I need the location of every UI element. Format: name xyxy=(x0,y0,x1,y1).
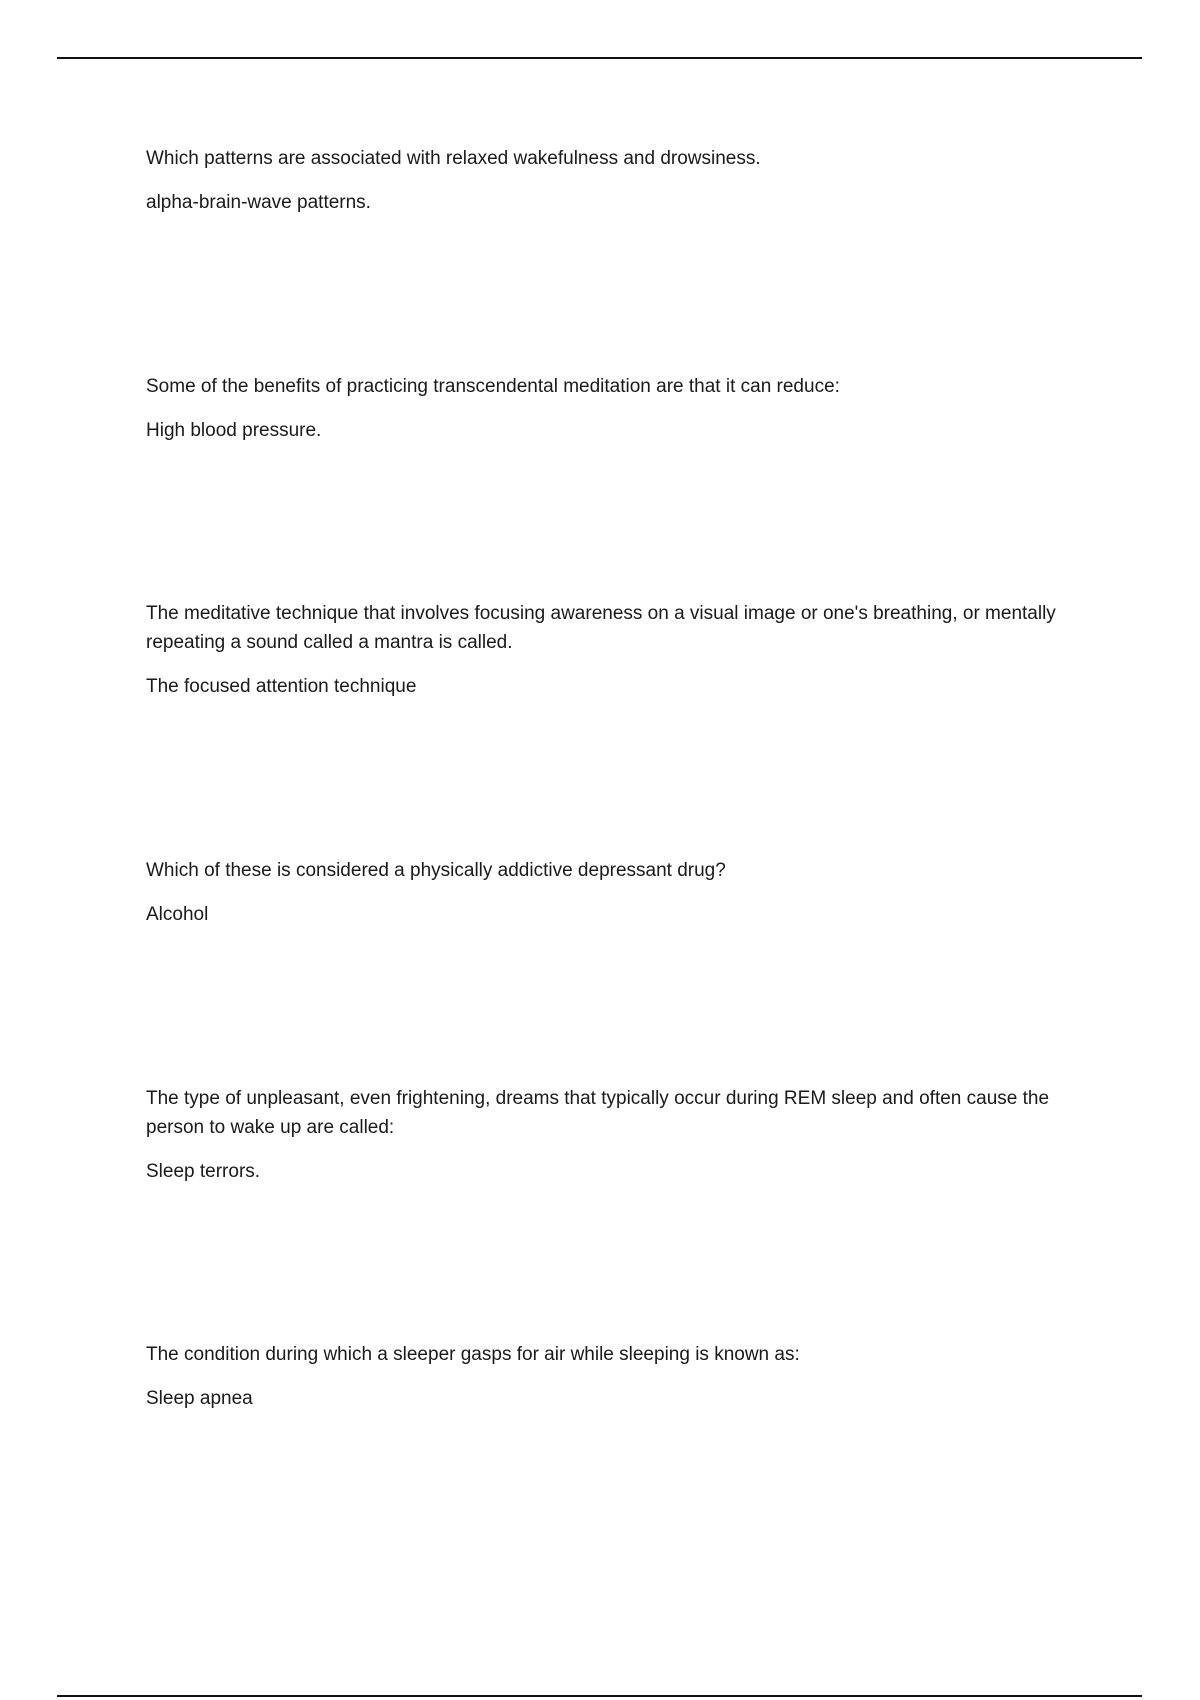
qa-item-3 xyxy=(146,599,1086,701)
question-text: Which of these is considered a physically addictive depressant drug? xyxy=(146,860,726,881)
question-text: The type of unpleasant, even frightening, dreams that typically occur during REM sleep and often cause the person to wake up are called: xyxy=(146,1088,1050,1138)
answer-text: alpha-brain-wave patterns. xyxy=(146,192,371,213)
header-rule xyxy=(57,57,1142,59)
question-text: Some of the benefits of practicing transcendental meditation are that it can reduce: xyxy=(146,376,840,397)
qa-item-6 xyxy=(146,1340,1086,1413)
answer-text: The focused attention technique xyxy=(146,676,417,697)
question-text: The condition during which a sleeper gasps for air while sleeping is known as: xyxy=(146,1344,800,1365)
footer-rule xyxy=(57,1695,1142,1697)
qa-item-2 xyxy=(146,372,1086,445)
answer-text: Sleep terrors. xyxy=(146,1161,261,1182)
qa-item-1 xyxy=(146,144,1086,217)
answer-text: Sleep apnea xyxy=(146,1388,253,1409)
qa-item-4 xyxy=(146,856,1086,929)
answer-text: High blood pressure. xyxy=(146,420,322,441)
answer-text: Alcohol xyxy=(146,904,209,925)
question-text: Which patterns are associated with relaxed wakefulness and drowsiness. xyxy=(146,148,761,169)
qa-item-5 xyxy=(146,1084,1086,1186)
question-text: The meditative technique that involves focusing awareness on a visual image or one's breathing, or mentally repeating a sound called a mantra is called. xyxy=(146,603,1056,653)
